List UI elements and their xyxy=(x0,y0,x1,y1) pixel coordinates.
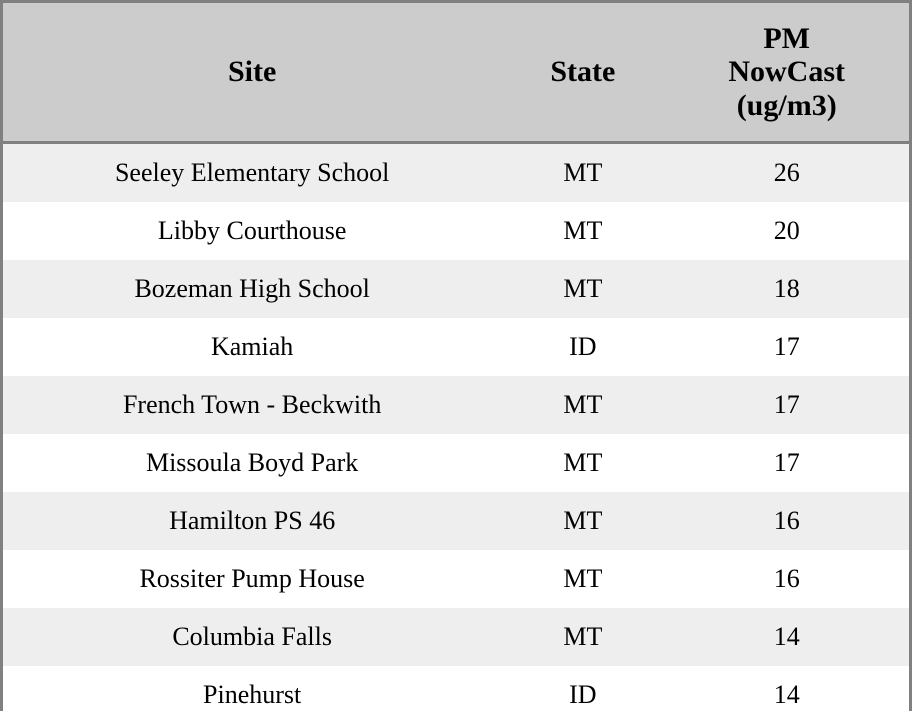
cell-value: 16 xyxy=(664,492,909,550)
cell-site: Hamilton PS 46 xyxy=(3,492,501,550)
cell-state: MT xyxy=(501,376,664,434)
cell-site: Seeley Elementary School xyxy=(3,143,501,203)
cell-site: Pinehurst xyxy=(3,666,501,724)
cell-state: ID xyxy=(501,318,664,376)
table-row xyxy=(3,550,909,608)
table-header-row xyxy=(3,3,909,143)
table-row xyxy=(3,434,909,492)
cell-value: 14 xyxy=(664,608,909,666)
cell-site: Libby Courthouse xyxy=(3,202,501,260)
table-row xyxy=(3,608,909,666)
table-row xyxy=(3,376,909,434)
cell-value: 20 xyxy=(664,202,909,260)
cell-site: Columbia Falls xyxy=(3,608,501,666)
cell-value: 16 xyxy=(664,550,909,608)
column-header-state-line-1: State xyxy=(509,55,656,89)
cell-state: MT xyxy=(501,202,664,260)
cell-state: MT xyxy=(501,434,664,492)
cell-state: MT xyxy=(501,550,664,608)
cell-value: 17 xyxy=(664,318,909,376)
cell-state: MT xyxy=(501,143,664,203)
column-header-site xyxy=(3,3,501,143)
table-body xyxy=(3,143,909,724)
column-header-pm-nowcast-line-1: PM xyxy=(672,22,901,56)
table-row xyxy=(3,260,909,318)
cell-state: MT xyxy=(501,260,664,318)
table-row xyxy=(3,143,909,203)
cell-site: Rossiter Pump House xyxy=(3,550,501,608)
column-header-state xyxy=(501,3,664,143)
column-header-site-line-1: Site xyxy=(11,55,493,89)
cell-site: Bozeman High School xyxy=(3,260,501,318)
table-row xyxy=(3,666,909,724)
cell-value: 17 xyxy=(664,376,909,434)
cell-value: 14 xyxy=(664,666,909,724)
cell-state: MT xyxy=(501,492,664,550)
cell-state: MT xyxy=(501,608,664,666)
table-row xyxy=(3,318,909,376)
table-row xyxy=(3,492,909,550)
cell-value: 17 xyxy=(664,434,909,492)
column-header-pm-nowcast xyxy=(664,3,909,143)
table-row xyxy=(3,202,909,260)
cell-state: ID xyxy=(501,666,664,724)
column-header-pm-nowcast-line-2: NowCast xyxy=(672,55,901,89)
table-header xyxy=(3,3,909,143)
cell-site: Missoula Boyd Park xyxy=(3,434,501,492)
cell-site: Kamiah xyxy=(3,318,501,376)
cell-site: French Town - Beckwith xyxy=(3,376,501,434)
air-quality-table xyxy=(3,3,909,724)
column-header-pm-nowcast-line-3: (ug/m3) xyxy=(672,89,901,123)
cell-value: 18 xyxy=(664,260,909,318)
cell-value: 26 xyxy=(664,143,909,203)
